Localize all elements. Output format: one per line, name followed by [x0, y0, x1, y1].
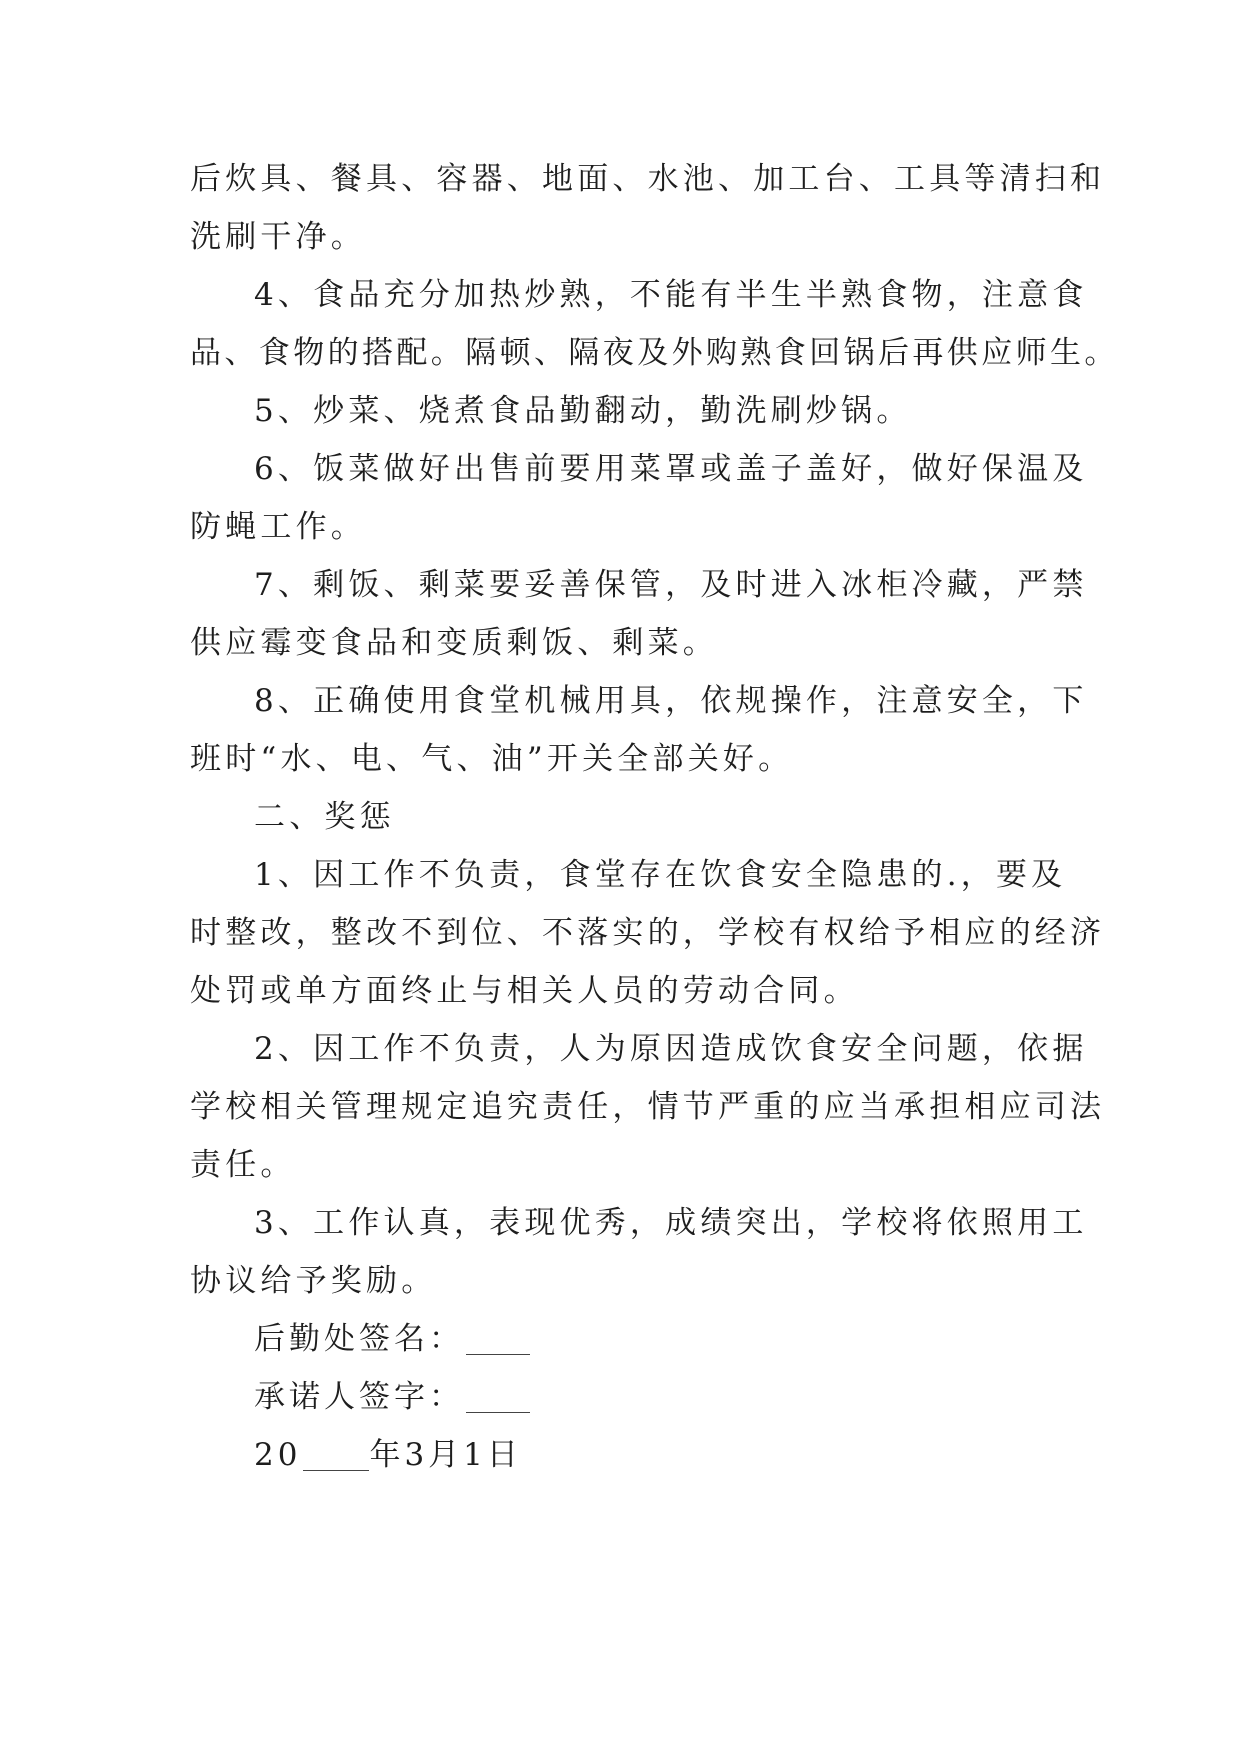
paragraph-line: 后炊具、餐具、容器、地面、水池、加工台、工具等清扫和	[190, 161, 1106, 197]
paragraph-line: 1、因工作不负责，食堂存在饮食安全隐患的.，要及	[254, 857, 1067, 893]
date-prefix: 20	[254, 1437, 302, 1473]
paragraph-line: 5、炒菜、烧煮食品勤翻动，勤洗刷炒锅。	[254, 393, 912, 429]
promisor-signature-label: 承诺人签字：	[254, 1379, 464, 1415]
paragraph-line: 防蝇工作。	[190, 509, 366, 545]
logistics-signature-blank[interactable]	[466, 1320, 530, 1355]
paragraph-line: 供应霉变食品和变质剩饭、剩菜。	[190, 625, 718, 661]
paragraph-line: 2、因工作不负责，人为原因造成饮食安全问题，依据	[254, 1031, 1088, 1067]
paragraph-line: 品、食物的搭配。隔顿、隔夜及外购熟食回锅后再供应师生。	[190, 335, 1119, 371]
paragraph-line: 洗刷干净。	[190, 219, 366, 255]
logistics-signature-label: 后勤处签名：	[254, 1321, 464, 1357]
paragraph-line: 6、饭菜做好出售前要用菜罩或盖子盖好，做好保温及	[254, 451, 1088, 487]
paragraph-line: 学校相关管理规定追究责任，情节严重的应当承担相应司法	[190, 1089, 1106, 1125]
paragraph-line: 7、剩饭、剩菜要妥善保管，及时进入冰柜冷藏，严禁	[254, 567, 1088, 603]
date-line	[190, 1426, 1050, 1484]
promisor-signature-blank[interactable]	[466, 1378, 530, 1413]
paragraph-line: 3、工作认真，表现优秀，成绩突出，学校将依照用工	[254, 1205, 1088, 1241]
paragraph-line: 8、正确使用食堂机械用具，依规操作，注意安全，下	[254, 683, 1088, 719]
logistics-signature-line	[190, 1310, 1050, 1368]
paragraph-line: 责任。	[190, 1147, 296, 1183]
promisor-signature-line	[190, 1368, 1050, 1426]
paragraph-line: 班时“水、电、气、油”开关全部关好。	[190, 741, 794, 777]
document-body	[190, 150, 1119, 1484]
paragraph-line: 协议给予奖励。	[190, 1263, 437, 1299]
date-suffix: 年3月1日	[369, 1437, 522, 1473]
section-heading: 二、奖惩	[254, 799, 395, 835]
date-year-blank[interactable]	[303, 1436, 369, 1471]
paragraph-line: 处罚或单方面终止与相关人员的劳动合同。	[190, 973, 859, 1009]
paragraph-line: 时整改，整改不到位、不落实的，学校有权给予相应的经济	[190, 915, 1106, 951]
paragraph-line: 4、食品充分加热炒熟，不能有半生半熟食物，注意食	[254, 277, 1088, 313]
